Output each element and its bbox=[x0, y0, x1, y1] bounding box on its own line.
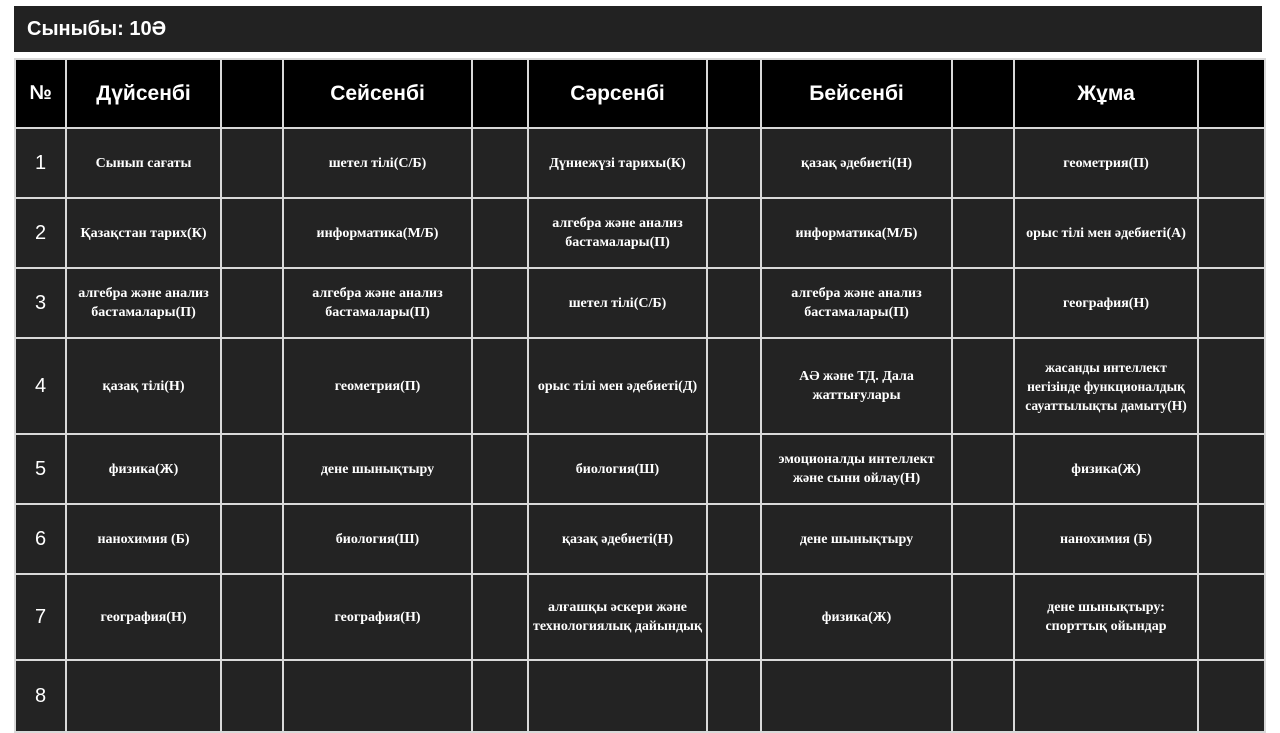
spacer-cell bbox=[221, 574, 283, 660]
lesson-number: 7 bbox=[15, 574, 66, 660]
column-header-monday: Дүйсенбі bbox=[66, 59, 221, 128]
lesson-cell-tuesday: шетел тілі(С/Б) bbox=[283, 128, 472, 198]
lesson-cell-tuesday bbox=[283, 660, 472, 732]
spacer-cell bbox=[1198, 338, 1265, 434]
spacer-cell bbox=[952, 574, 1014, 660]
lesson-cell-friday: жасанды интеллект негізінде функционалдық сауаттылықты дамыту(Н) bbox=[1014, 338, 1198, 434]
spacer-cell bbox=[707, 504, 761, 574]
spacer-cell bbox=[952, 504, 1014, 574]
lesson-cell-monday: нанохимия (Б) bbox=[66, 504, 221, 574]
lesson-cell-wednesday: алгебра және анализ бастамалары(П) bbox=[528, 198, 707, 268]
lesson-cell-wednesday: биология(Ш) bbox=[528, 434, 707, 504]
lesson-cell-friday: орыс тілі мен әдебиеті(А) bbox=[1014, 198, 1198, 268]
spacer-cell bbox=[952, 198, 1014, 268]
spacer-cell bbox=[221, 59, 283, 128]
column-header-tuesday: Сейсенбі bbox=[283, 59, 472, 128]
spacer-cell bbox=[1198, 128, 1265, 198]
spacer-cell bbox=[952, 434, 1014, 504]
lesson-cell-friday: география(Н) bbox=[1014, 268, 1198, 338]
spacer-cell bbox=[707, 660, 761, 732]
lesson-cell-wednesday: қазақ әдебиеті(Н) bbox=[528, 504, 707, 574]
table-row bbox=[15, 574, 1265, 660]
spacer-cell bbox=[952, 660, 1014, 732]
spacer-cell bbox=[472, 59, 528, 128]
lesson-cell-thursday: қазақ әдебиеті(Н) bbox=[761, 128, 952, 198]
lesson-number: 1 bbox=[15, 128, 66, 198]
lesson-number: 4 bbox=[15, 338, 66, 434]
lesson-cell-wednesday: Дүниежүзі тарихы(К) bbox=[528, 128, 707, 198]
lesson-cell-friday: дене шынықтыру: спорттық ойындар bbox=[1014, 574, 1198, 660]
lesson-cell-thursday bbox=[761, 660, 952, 732]
lesson-cell-friday: нанохимия (Б) bbox=[1014, 504, 1198, 574]
lesson-cell-monday: қазақ тілі(Н) bbox=[66, 338, 221, 434]
spacer-cell bbox=[472, 128, 528, 198]
lesson-cell-tuesday: геометрия(П) bbox=[283, 338, 472, 434]
spacer-cell bbox=[1198, 434, 1265, 504]
lesson-cell-thursday: информатика(М/Б) bbox=[761, 198, 952, 268]
spacer-cell bbox=[472, 338, 528, 434]
column-header-thursday: Бейсенбі bbox=[761, 59, 952, 128]
table-row bbox=[15, 434, 1265, 504]
lesson-cell-tuesday: биология(Ш) bbox=[283, 504, 472, 574]
spacer-cell bbox=[707, 128, 761, 198]
lesson-cell-wednesday: алғашқы әскери және технологиялық дайындық bbox=[528, 574, 707, 660]
table-row bbox=[15, 128, 1265, 198]
spacer-cell bbox=[221, 338, 283, 434]
spacer-cell bbox=[1198, 59, 1265, 128]
spacer-cell bbox=[221, 268, 283, 338]
spacer-cell bbox=[221, 504, 283, 574]
lesson-cell-tuesday: география(Н) bbox=[283, 574, 472, 660]
lesson-cell-thursday: АӘ және ТД. Дала жаттығулары bbox=[761, 338, 952, 434]
spacer-cell bbox=[221, 660, 283, 732]
spacer-cell bbox=[707, 198, 761, 268]
lesson-number: 2 bbox=[15, 198, 66, 268]
class-title: Сыныбы: 10Ә bbox=[14, 6, 1262, 52]
table-row bbox=[15, 198, 1265, 268]
spacer-cell bbox=[707, 434, 761, 504]
spacer-cell bbox=[1198, 268, 1265, 338]
spacer-cell bbox=[472, 574, 528, 660]
spacer-cell bbox=[472, 504, 528, 574]
column-header-friday: Жұма bbox=[1014, 59, 1198, 128]
table-row bbox=[15, 660, 1265, 732]
lesson-cell-wednesday: орыс тілі мен әдебиеті(Д) bbox=[528, 338, 707, 434]
lesson-number: 8 bbox=[15, 660, 66, 732]
spacer-cell bbox=[472, 434, 528, 504]
lesson-cell-friday: физика(Ж) bbox=[1014, 434, 1198, 504]
spacer-cell bbox=[952, 128, 1014, 198]
lesson-number: 5 bbox=[15, 434, 66, 504]
lesson-cell-thursday: алгебра және анализ бастамалары(П) bbox=[761, 268, 952, 338]
spacer-cell bbox=[1198, 660, 1265, 732]
spacer-cell bbox=[707, 268, 761, 338]
table-row bbox=[15, 268, 1265, 338]
spacer-cell bbox=[472, 198, 528, 268]
lesson-cell-tuesday: дене шынықтыру bbox=[283, 434, 472, 504]
spacer-cell bbox=[221, 434, 283, 504]
lesson-cell-monday: Қазақстан тарих(К) bbox=[66, 198, 221, 268]
column-header-number: № bbox=[15, 59, 66, 128]
lesson-cell-thursday: дене шынықтыру bbox=[761, 504, 952, 574]
spacer-cell bbox=[472, 660, 528, 732]
header-row bbox=[15, 59, 1265, 128]
spacer-cell bbox=[221, 198, 283, 268]
spacer-cell bbox=[707, 338, 761, 434]
lesson-number: 6 bbox=[15, 504, 66, 574]
lesson-cell-friday: геометрия(П) bbox=[1014, 128, 1198, 198]
lesson-number: 3 bbox=[15, 268, 66, 338]
lesson-cell-monday: алгебра және анализ бастамалары(П) bbox=[66, 268, 221, 338]
spacer-cell bbox=[952, 268, 1014, 338]
lesson-cell-wednesday bbox=[528, 660, 707, 732]
spacer-cell bbox=[221, 128, 283, 198]
schedule-table bbox=[14, 58, 1266, 733]
lesson-cell-monday: география(Н) bbox=[66, 574, 221, 660]
column-header-wednesday: Сәрсенбі bbox=[528, 59, 707, 128]
spacer-cell bbox=[1198, 504, 1265, 574]
table-row bbox=[15, 338, 1265, 434]
lesson-cell-monday: Сынып сағаты bbox=[66, 128, 221, 198]
spacer-cell bbox=[707, 59, 761, 128]
lesson-cell-tuesday: алгебра және анализ бастамалары(П) bbox=[283, 268, 472, 338]
lesson-cell-friday bbox=[1014, 660, 1198, 732]
lesson-cell-wednesday: шетел тілі(С/Б) bbox=[528, 268, 707, 338]
lesson-cell-monday: физика(Ж) bbox=[66, 434, 221, 504]
table-row bbox=[15, 504, 1265, 574]
spacer-cell bbox=[472, 268, 528, 338]
spacer-cell bbox=[1198, 574, 1265, 660]
spacer-cell bbox=[707, 574, 761, 660]
spacer-cell bbox=[1198, 198, 1265, 268]
lesson-cell-monday bbox=[66, 660, 221, 732]
lesson-cell-tuesday: информатика(М/Б) bbox=[283, 198, 472, 268]
spacer-cell bbox=[952, 338, 1014, 434]
lesson-cell-thursday: физика(Ж) bbox=[761, 574, 952, 660]
spacer-cell bbox=[952, 59, 1014, 128]
lesson-cell-thursday: эмоционалды интеллект және сыни ойлау(Н) bbox=[761, 434, 952, 504]
